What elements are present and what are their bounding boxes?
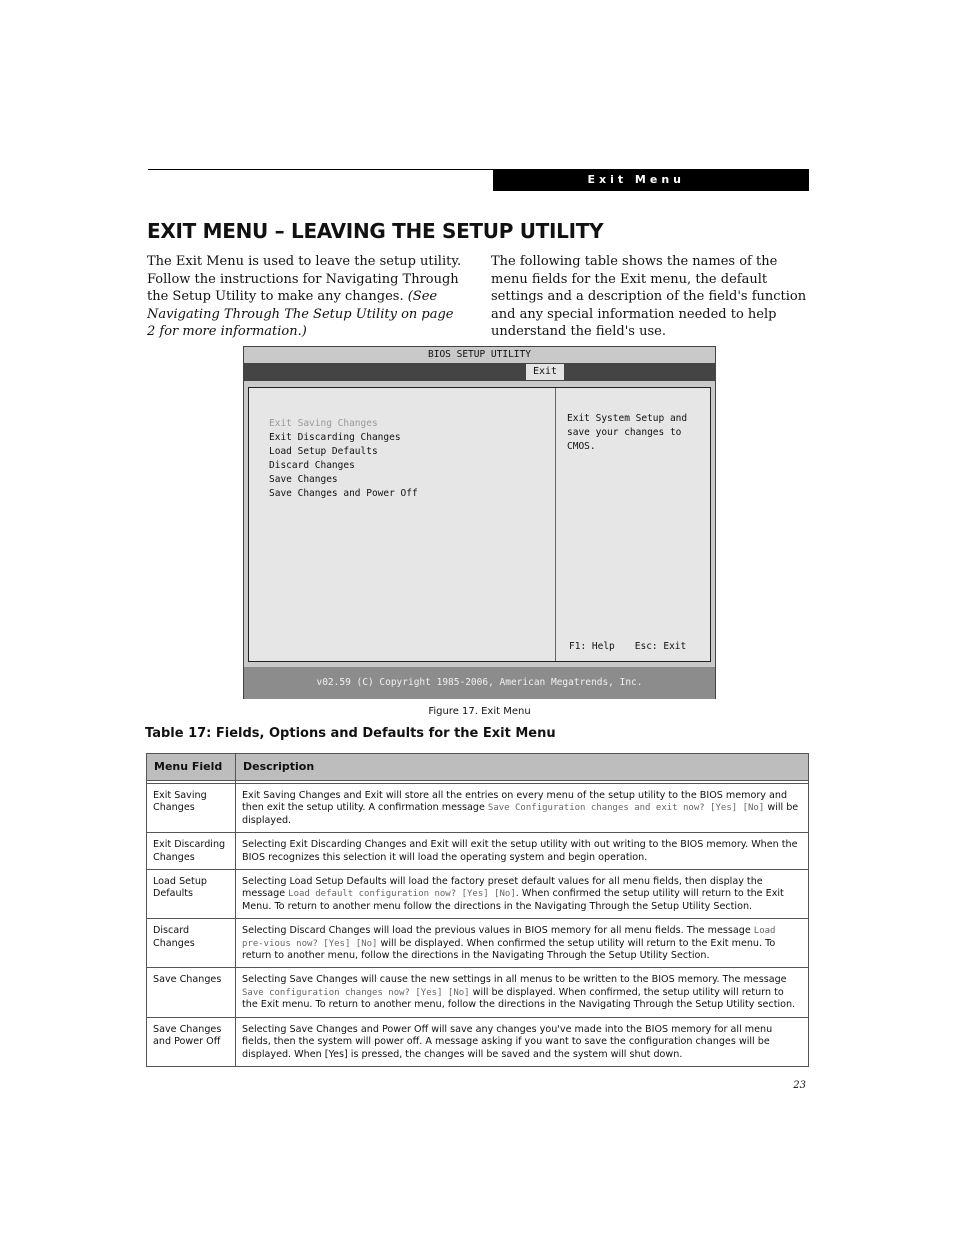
bios-main-panel bbox=[248, 387, 711, 662]
bios-menu-item-save-changes[interactable]: Save Changes bbox=[269, 474, 338, 485]
desc-text: Selecting Discard Changes will load the previous values in BIOS memory for all menu fields. The message bbox=[242, 925, 754, 937]
table-row bbox=[147, 968, 809, 1017]
bios-panel-divider bbox=[555, 388, 556, 661]
table-row bbox=[147, 870, 809, 919]
row-description bbox=[236, 1017, 809, 1066]
header-description: Description bbox=[236, 754, 809, 781]
intro-left-italic: (See Navigating Through The Setup Utility on page 2 for more information.) bbox=[147, 289, 454, 339]
exit-menu-fields-table bbox=[146, 753, 809, 1067]
row-description bbox=[236, 968, 809, 1017]
row-description bbox=[236, 784, 809, 833]
row-description bbox=[236, 870, 809, 919]
desc-text: . When confirmed the setup utility will return to the Exit Menu. To return to another menu follow the directions in the Navigating Through the Setup Utility Section. bbox=[242, 888, 784, 912]
row-description bbox=[236, 833, 809, 870]
row-field: Save Changes bbox=[147, 968, 236, 1017]
bios-key-help: F1: Help bbox=[569, 641, 615, 652]
bios-screenshot bbox=[243, 346, 716, 699]
intro-right-paragraph: The following table shows the names of the menu fields for the Exit menu, the default settings and a description of the field's function and any special information needed to help understand the field's use. bbox=[491, 254, 807, 339]
desc-code: Load pre-vious now? [Yes] [No] bbox=[242, 926, 776, 949]
desc-text: Selecting Load Setup Defaults will load the factory preset default values for all menu fields, then display the message bbox=[242, 876, 763, 900]
header-rule bbox=[148, 169, 493, 170]
section-header-label: Exit Menu bbox=[493, 169, 809, 191]
table-row bbox=[147, 833, 809, 870]
bios-menu-list bbox=[269, 417, 418, 501]
row-field: Discard Changes bbox=[147, 919, 236, 968]
bios-key-exit: Esc: Exit bbox=[634, 641, 687, 652]
desc-text: Exit Saving Changes and Exit will store all the entries on every menu of the setup utility to the BIOS memory and then exit the setup utility. A confirmation message bbox=[242, 790, 788, 814]
bios-tab-exit[interactable]: Exit bbox=[526, 364, 564, 380]
row-description bbox=[236, 919, 809, 968]
intro-left-text: The Exit Menu is used to leave the setup utility. Follow the instructions for Navigating Through the Setup Utility to make any changes. bbox=[147, 254, 462, 304]
row-field: Save Changes and Power Off bbox=[147, 1017, 236, 1066]
row-field: Load Setup Defaults bbox=[147, 870, 236, 919]
bios-help-text: Exit System Setup and save your changes to CMOS. bbox=[567, 413, 688, 452]
bios-copyright-footer: v02.59 (C) Copyright 1985-2006, American Megatrends, Inc. bbox=[244, 667, 715, 699]
figure-caption: Figure 17. Exit Menu bbox=[428, 706, 531, 717]
header-menu-field: Menu Field bbox=[147, 754, 236, 781]
intro-left-paragraph bbox=[147, 253, 465, 341]
table-row bbox=[147, 784, 809, 833]
desc-text: Selecting Save Changes will cause the new settings in all menus to be written to the BIOS memory. The message bbox=[242, 974, 787, 986]
bios-menu-item-save-changes-power-off[interactable]: Save Changes and Power Off bbox=[269, 488, 418, 499]
desc-text: will be displayed. When confirmed, the setup utility will return to the Exit menu. To return to another menu, follow the directions in the Navigating Through the Setup Utility section. bbox=[242, 986, 796, 1011]
table-title: Table 17: Fields, Options and Defaults for the Exit Menu bbox=[145, 726, 556, 741]
table-header-row bbox=[147, 754, 809, 781]
table-row bbox=[147, 919, 809, 968]
desc-code: Load default configuration now? [Yes] [No] bbox=[288, 889, 516, 900]
bios-key-legend bbox=[569, 641, 686, 652]
desc-text: will be displayed. When confirmed the setup utility will return to the Exit menu. To return to another menu, follow the directions in the Navigating Through the Setup Utility Section. bbox=[242, 937, 776, 962]
bios-title: BIOS SETUP UTILITY bbox=[428, 349, 531, 360]
desc-text: Selecting Save Changes and Power Off will save any changes you've made into the BIOS memory for all menu fields, then the system will power off. A message asking if you want to save the configuration changes will be displayed. When [Yes] is pressed, the changes will be saved and the system will shut down. bbox=[242, 1023, 773, 1060]
bios-tab-bar bbox=[244, 363, 715, 381]
desc-text: Selecting Exit Discarding Changes and Exit will exit the setup utility with out writing to the BIOS memory. When the BIOS recognizes this selection it will load the operating system and begin operation. bbox=[242, 839, 798, 863]
desc-code: Save Configuration changes and exit now? [Yes] [No] bbox=[487, 803, 765, 814]
desc-text: will be displayed. bbox=[242, 802, 799, 826]
bios-menu-item-load-setup-defaults[interactable]: Load Setup Defaults bbox=[269, 446, 378, 457]
bios-menu-item-discard-changes[interactable]: Discard Changes bbox=[269, 460, 355, 471]
page-title: EXIT MENU – LEAVING THE SETUP UTILITY bbox=[147, 219, 604, 243]
row-field: Exit Discarding Changes bbox=[147, 833, 236, 870]
page-number: 23 bbox=[793, 1080, 806, 1091]
bios-menu-item-exit-saving-changes[interactable]: Exit Saving Changes bbox=[269, 418, 378, 429]
table-row bbox=[147, 1017, 809, 1066]
bios-menu-item-exit-discarding-changes[interactable]: Exit Discarding Changes bbox=[269, 432, 401, 443]
row-field: Exit Saving Changes bbox=[147, 784, 236, 833]
desc-code: Save configuration changes now? [Yes] [No] bbox=[242, 987, 470, 998]
